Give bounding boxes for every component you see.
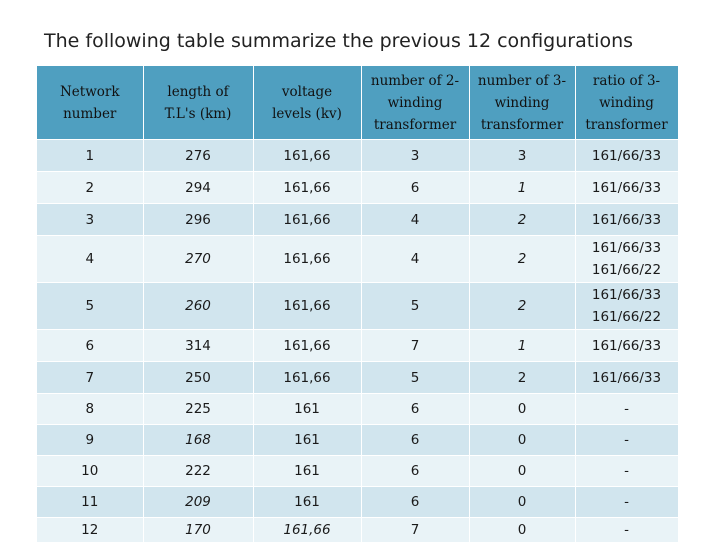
cell-network: 2 [37, 172, 143, 204]
cell-two-winding: 6 [361, 172, 469, 204]
cell-three-winding: 2 [469, 362, 575, 394]
table-row [37, 394, 678, 425]
cell-ratio: 161/66/33 [575, 204, 678, 236]
slide-title: The following table summarize the previous 12 configurations [44, 30, 634, 52]
header-row [37, 66, 678, 140]
header-voltage-levels: voltage levels (kv) [253, 66, 361, 140]
cell-ratio: 161/66/33 161/66/22 [575, 236, 678, 283]
table-row [37, 362, 678, 394]
cell-ratio: - [575, 456, 678, 487]
cell-ratio: 161/66/33 [575, 362, 678, 394]
cell-two-winding: 6 [361, 487, 469, 518]
cell-three-winding: 1 [469, 330, 575, 362]
cell-voltage: 161 [253, 456, 361, 487]
cell-length: 170 [143, 518, 253, 543]
cell-three-winding: 0 [469, 487, 575, 518]
cell-voltage: 161 [253, 487, 361, 518]
cell-three-winding: 0 [469, 456, 575, 487]
cell-network: 8 [37, 394, 143, 425]
cell-length: 294 [143, 172, 253, 204]
header-network-number: Network number [37, 66, 143, 140]
table-row [37, 487, 678, 518]
cell-length: 168 [143, 425, 253, 456]
table-row [37, 330, 678, 362]
cell-length: 314 [143, 330, 253, 362]
table-row [37, 140, 678, 172]
table-row [37, 283, 678, 330]
cell-two-winding: 7 [361, 518, 469, 543]
cell-ratio: - [575, 518, 678, 543]
cell-length: 260 [143, 283, 253, 330]
cell-three-winding: 3 [469, 140, 575, 172]
table-row [37, 456, 678, 487]
cell-two-winding: 6 [361, 394, 469, 425]
cell-voltage: 161,66 [253, 330, 361, 362]
cell-two-winding: 4 [361, 236, 469, 283]
cell-length: 250 [143, 362, 253, 394]
cell-voltage: 161,66 [253, 172, 361, 204]
cell-voltage: 161 [253, 425, 361, 456]
cell-two-winding: 6 [361, 425, 469, 456]
cell-network: 3 [37, 204, 143, 236]
cell-length: 296 [143, 204, 253, 236]
cell-network: 4 [37, 236, 143, 283]
cell-voltage: 161,66 [253, 283, 361, 330]
cell-two-winding: 6 [361, 456, 469, 487]
cell-ratio: - [575, 394, 678, 425]
table-row [37, 236, 678, 283]
cell-three-winding: 1 [469, 172, 575, 204]
cell-network: 6 [37, 330, 143, 362]
cell-three-winding: 2 [469, 204, 575, 236]
cell-network: 1 [37, 140, 143, 172]
table-row [37, 172, 678, 204]
cell-voltage: 161,66 [253, 204, 361, 236]
cell-three-winding: 0 [469, 394, 575, 425]
cell-ratio: 161/66/33 161/66/22 [575, 283, 678, 330]
cell-three-winding: 2 [469, 283, 575, 330]
table-row [37, 518, 678, 543]
cell-network: 9 [37, 425, 143, 456]
cell-length: 209 [143, 487, 253, 518]
cell-network: 11 [37, 487, 143, 518]
header-ratio: ratio of 3- winding transformer [575, 66, 678, 140]
cell-network: 7 [37, 362, 143, 394]
cell-two-winding: 3 [361, 140, 469, 172]
cell-network: 10 [37, 456, 143, 487]
cell-ratio: 161/66/33 [575, 330, 678, 362]
cell-voltage: 161,66 [253, 236, 361, 283]
cell-length: 270 [143, 236, 253, 283]
cell-three-winding: 0 [469, 518, 575, 543]
cell-length: 225 [143, 394, 253, 425]
cell-length: 276 [143, 140, 253, 172]
configurations-table [37, 66, 679, 543]
cell-voltage: 161,66 [253, 362, 361, 394]
header-two-winding: number of 2- winding transformer [361, 66, 469, 140]
cell-voltage: 161,66 [253, 518, 361, 543]
table-row [37, 425, 678, 456]
cell-network: 5 [37, 283, 143, 330]
cell-two-winding: 5 [361, 362, 469, 394]
cell-two-winding: 7 [361, 330, 469, 362]
cell-two-winding: 5 [361, 283, 469, 330]
cell-two-winding: 4 [361, 204, 469, 236]
cell-three-winding: 2 [469, 236, 575, 283]
cell-ratio: 161/66/33 [575, 140, 678, 172]
header-three-winding: number of 3- winding transformer [469, 66, 575, 140]
cell-length: 222 [143, 456, 253, 487]
cell-voltage: 161,66 [253, 140, 361, 172]
cell-ratio: - [575, 487, 678, 518]
table-row [37, 204, 678, 236]
cell-three-winding: 0 [469, 425, 575, 456]
cell-voltage: 161 [253, 394, 361, 425]
cell-network: 12 [37, 518, 143, 543]
cell-ratio: 161/66/33 [575, 172, 678, 204]
header-line-length: length of T.L's (km) [143, 66, 253, 140]
cell-ratio: - [575, 425, 678, 456]
